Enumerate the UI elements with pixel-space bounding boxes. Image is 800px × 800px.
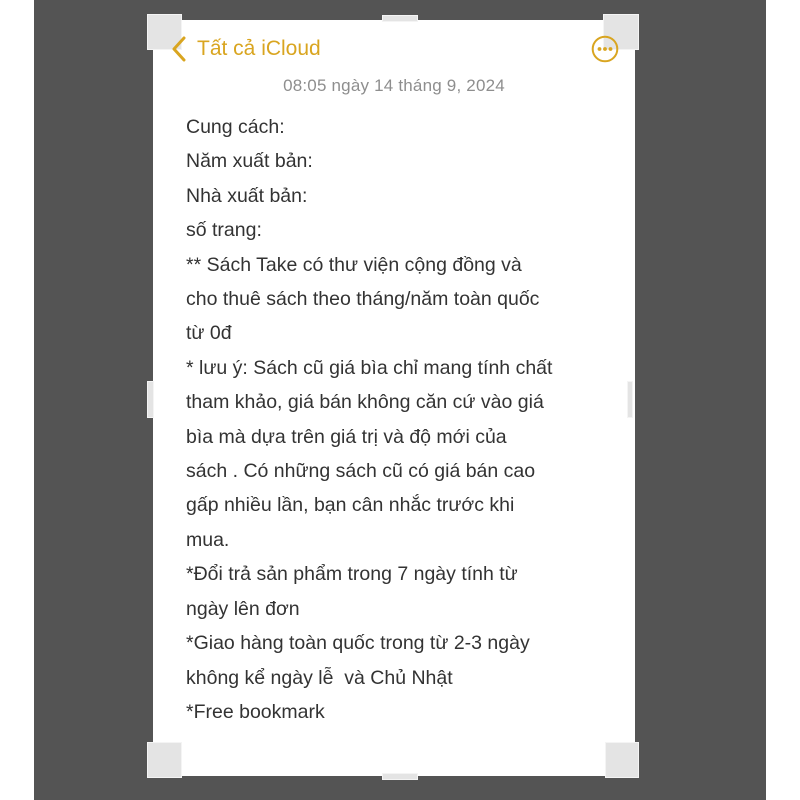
note-line: Cung cách:: [186, 116, 285, 138]
note-line: * lưu ý: Sách cũ giá bìa chỉ mang tính chất: [186, 356, 553, 379]
note-line: số trang:: [186, 219, 262, 242]
chevron-left-icon: [171, 36, 187, 62]
note-line: tham khảo, giá bán không căn cứ vào giá: [186, 391, 544, 414]
back-button[interactable]: [171, 36, 321, 62]
note-line: gấp nhiều lần, bạn cân nhắc trước khi: [186, 494, 515, 517]
note-line: Năm xuất bản:: [186, 150, 313, 173]
note-line: ngày lên đơn: [186, 597, 300, 620]
note-line: sách . Có những sách cũ có giá bán cao: [186, 460, 536, 483]
note-line: không kể ngày lễ và Chủ Nhật: [186, 666, 453, 689]
note-view: [153, 20, 635, 776]
more-options-button[interactable]: [591, 35, 619, 63]
note-line: *Giao hàng toàn quốc trong từ 2-3 ngày: [186, 632, 530, 655]
note-timestamp: 08:05 ngày 14 tháng 9, 2024: [283, 76, 505, 95]
note-line: từ 0đ: [186, 322, 232, 345]
ellipsis-circle-icon: [591, 35, 619, 63]
back-label: Tất cả iCloud: [197, 37, 321, 60]
note-body[interactable]: [186, 110, 626, 729]
note-line: mua.: [186, 528, 230, 551]
note-line: ** Sách Take có thư viện cộng đồng và: [186, 253, 522, 276]
note-line: cho thuê sách theo tháng/năm toàn quốc: [186, 288, 540, 311]
note-line: bìa mà dựa trên giá trị và độ mới của: [186, 425, 507, 448]
note-line: *Đổi trả sản phẩm trong 7 ngày tính từ: [186, 563, 518, 586]
note-line: *Free bookmark: [186, 700, 325, 723]
note-line: Nhà xuất bản:: [186, 184, 308, 207]
